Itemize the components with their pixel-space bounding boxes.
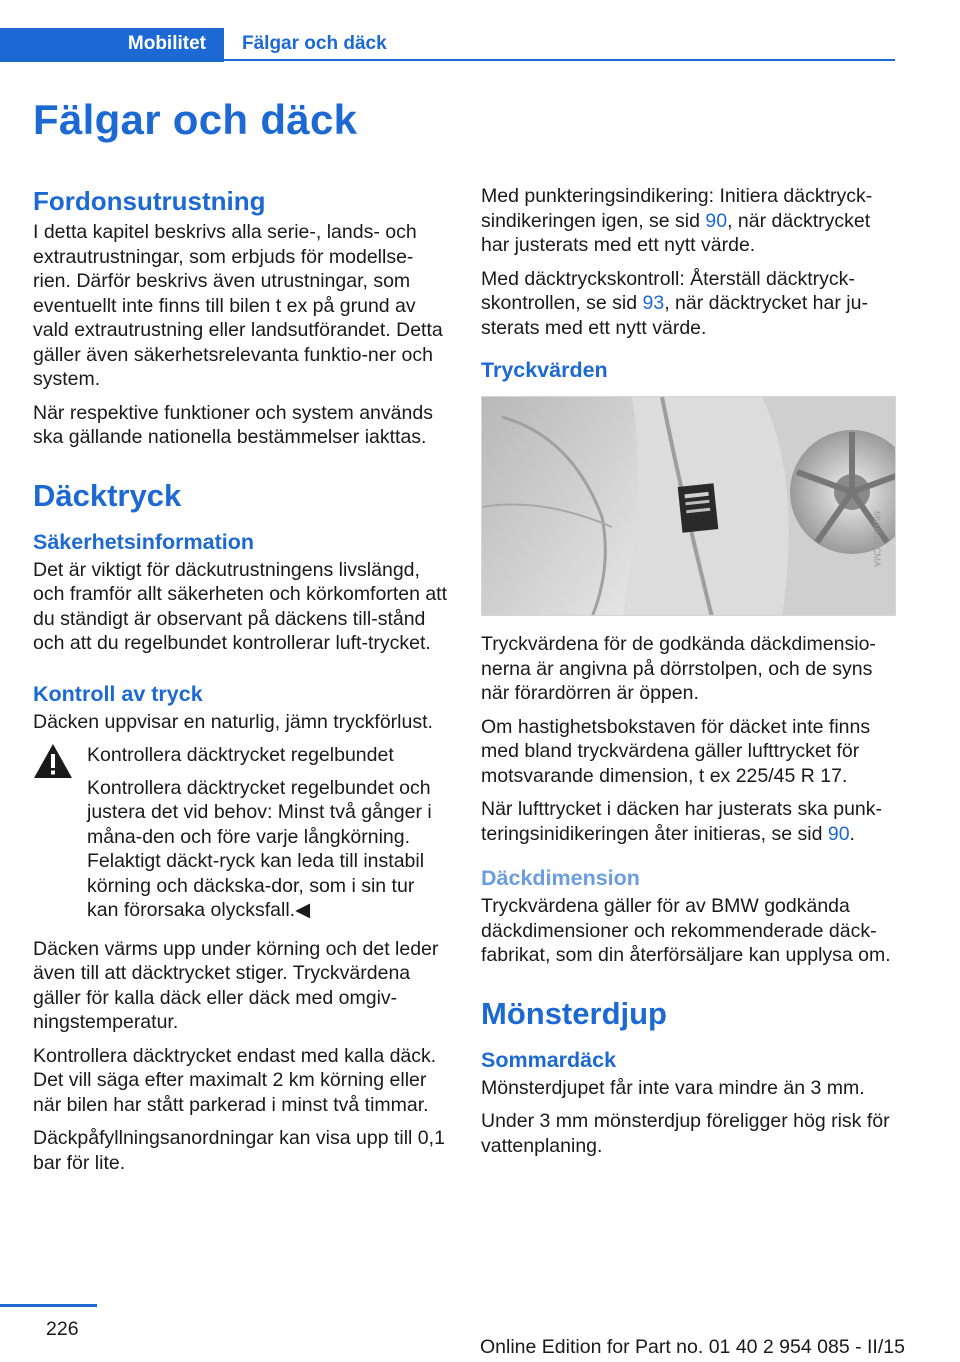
- paragraph: Däckpåfyllningsanordningar kan visa upp till 0,1 bar för lite.: [33, 1127, 445, 1174]
- heading-dacktryck: Däcktryck: [33, 477, 182, 513]
- heading-dackdimension: Däckdimension: [481, 866, 640, 890]
- paragraph: Kontrollera däcktrycket endast med kalla däck. Det vill säga efter maximalt 2 km körning eller när bilen har stått parkerad i minst två timmar.: [33, 1044, 437, 1116]
- warning-title: Kontrollera däcktrycket regelbundet: [87, 744, 394, 766]
- page-link-90-b[interactable]: 90: [827, 822, 850, 845]
- figure-code: MV0519 CMA: [872, 510, 882, 567]
- page-title: Fälgar och däck: [33, 96, 358, 143]
- page-number: 226: [46, 1318, 79, 1340]
- text: , när däcktrycket har ju-sterats med ett nytt värde.: [481, 292, 868, 339]
- heading-sakerhetsinformation: Säkerhetsinformation: [33, 529, 255, 554]
- paragraph: [481, 184, 896, 258]
- paragraph: Däcken uppvisar en naturlig, jämn tryckförlust.: [33, 710, 433, 733]
- paragraph: Om hastighetsbokstaven för däcket inte finns med bland tryckvärdena gäller lufttrycket för motsvarande dimension, t ex 225/45 R 17.: [481, 715, 871, 787]
- page-header: [0, 28, 895, 62]
- edition-text: Online Edition for Part no. 01 40 2 954 085 - II/15: [480, 1336, 905, 1358]
- door-pillar-illustration: [482, 397, 896, 616]
- right-column: [481, 184, 896, 1167]
- heading-tryckvarden: Tryckvärden: [481, 358, 608, 382]
- page-link-93[interactable]: 93: [642, 292, 665, 314]
- footer-rule: [0, 1304, 97, 1307]
- warning-text: Kontrollera däcktrycket regelbundet och justera det vid behov: Minst två gånger i måna-den och före varje långkörning. Felaktigt däckt-ryck kan leda till instabil körning och däckska-dor, som i sin tur kan förorsaka olycksfall.◀: [87, 776, 432, 921]
- chapter-tab[interactable]: Mobilitet: [0, 28, 224, 62]
- warning-body: [33, 776, 451, 923]
- paragraph: Under 3 mm mönsterdjup föreligger hög risk för vattenplaning.: [481, 1110, 890, 1157]
- paragraph: I detta kapitel beskrivs alla serie-, lands- och extrautrustningar, som erbjuds för modellse-rien. Därför beskrivs även utrustningar, som eventuellt inte finns till bilen t ex på grund av vald extrautrustning eller landsutförandet. Detta gäller även säkerhetsrelevanta funktio-ner och system.: [33, 221, 443, 390]
- paragraph: [481, 797, 896, 846]
- text: Med punkteringsindikering: Initiera däcktryck-sindikeringen igen, se sid: [481, 185, 873, 232]
- warning-box: [33, 743, 451, 923]
- left-column: [33, 184, 451, 1184]
- page-link-90[interactable]: 90: [705, 209, 728, 232]
- heading-fordonsutrustning: Fordonsutrustning: [33, 186, 266, 216]
- warning-icon: [33, 743, 73, 779]
- paragraph: Det är viktigt för däckutrustningens livslängd, och framför allt säkerheten och körkomforten att du ständigt är observant på däckens till-stånd och att du regelbundet kontrollerar luft-trycket.: [33, 558, 448, 654]
- paragraph: [481, 267, 896, 341]
- section-title[interactable]: Fälgar och däck: [242, 33, 387, 54]
- door-pillar-image: [481, 396, 896, 616]
- text: När lufttrycket i däcken har justerats ska punk-teringsinidikeringen åter initieras, se sid: [481, 798, 882, 845]
- text: , när däcktrycket har justerats med ett nytt värde.: [481, 209, 871, 256]
- heading-monsterdjup: Mönsterdjup: [481, 995, 667, 1031]
- paragraph: Mönsterdjupet får inte vara mindre än 3 mm.: [481, 1076, 865, 1099]
- paragraph: Tryckvärdena gäller för av BMW godkända däckdimensioner och rekommenderade däck-fabrikat, som din återförsäljare kan upplysa om.: [481, 895, 891, 966]
- header-rule: [224, 59, 895, 61]
- heading-kontroll-av-tryck: Kontroll av tryck: [33, 681, 203, 706]
- text: .: [849, 822, 855, 845]
- paragraph: Däcken värms upp under körning och det leder även till att däcktrycket stiger. Tryckvärdena gäller för kalla däck eller däck med omgiv-ningstemperatur.: [33, 937, 439, 1033]
- text: Med däcktryckskontroll: Återställ däcktryck-skontrollen, se sid: [481, 267, 855, 314]
- paragraph: När respektive funktioner och system används ska gällande nationella bestämmelser iakttas.: [33, 401, 433, 448]
- paragraph: Tryckvärdena för de godkända däckdimensio-nerna är angivna på dörrstolpen, och de syns när förardörren är öppen.: [481, 633, 876, 704]
- heading-sommardack: Sommardäck: [481, 1047, 617, 1072]
